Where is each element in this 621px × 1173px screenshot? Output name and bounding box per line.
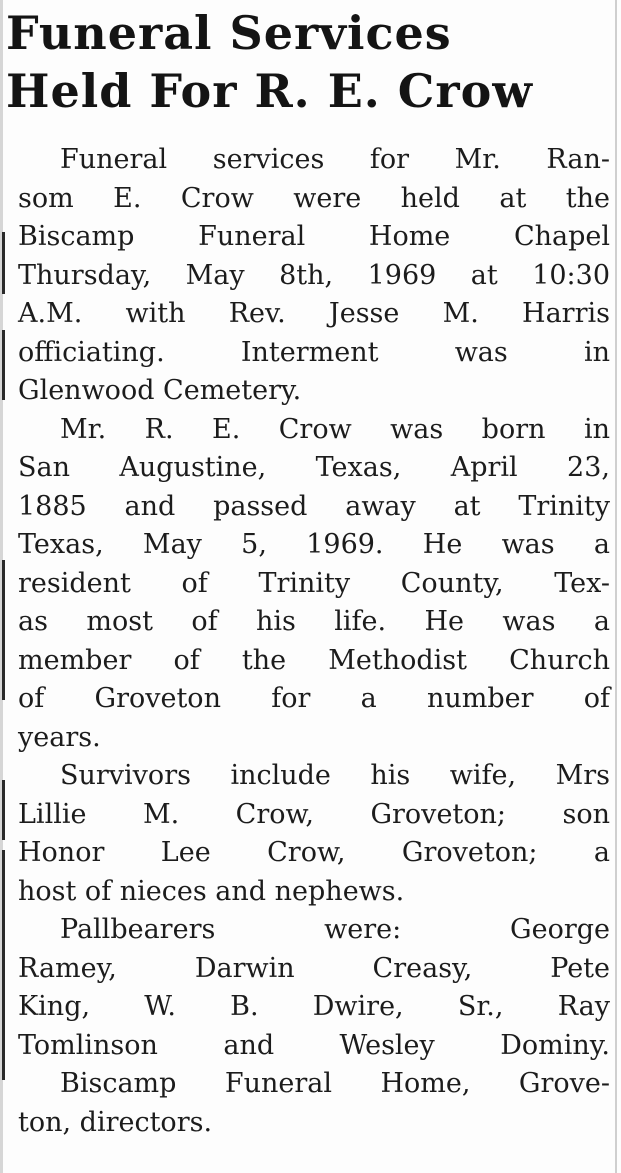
text-line: member of the Methodist Church xyxy=(18,644,610,676)
paragraph-biography xyxy=(18,411,610,758)
clipping-right-edge xyxy=(615,0,617,1173)
article-body xyxy=(18,141,610,1142)
text-line: as most of his life. He was a xyxy=(18,606,610,637)
text-line: Pallbearers were: George xyxy=(60,914,610,945)
headline xyxy=(6,4,533,120)
column-rule-mark xyxy=(2,560,5,700)
text-line: Honor Lee Crow, Groveton; a xyxy=(18,837,610,868)
text-line: ton, directors. xyxy=(18,1106,213,1138)
text-line: A.M. with Rev. Jesse M. Harris xyxy=(18,298,610,329)
text-line: years. xyxy=(18,721,101,753)
paragraph-pallbearers xyxy=(18,911,610,1065)
column-rule-mark xyxy=(2,780,5,840)
text-line: host of nieces and nephews. xyxy=(18,875,405,907)
text-line: Biscamp Funeral Home, Grove- xyxy=(60,1068,610,1099)
column-rule-mark xyxy=(2,330,5,400)
text-line: som E. Crow were held at the xyxy=(18,182,610,214)
text-line: Biscamp Funeral Home Chapel xyxy=(18,221,610,252)
text-line: of Groveton for a number of xyxy=(18,683,610,714)
text-line: San Augustine, Texas, April 23, xyxy=(18,452,610,483)
text-line: King, W. B. Dwire, Sr., Ray xyxy=(18,991,610,1022)
text-line: Mr. R. E. Crow was born in xyxy=(60,413,610,445)
headline-line-2: Held For R. E. Crow xyxy=(6,64,533,118)
text-line: Tomlinson and Wesley Dominy. xyxy=(18,1029,610,1061)
paragraph-services xyxy=(18,141,610,411)
paragraph-survivors xyxy=(18,757,610,911)
text-line: Funeral services for Mr. Ran- xyxy=(60,144,610,175)
text-line: officiating. Interment was in xyxy=(18,336,610,368)
text-line: Texas, May 5, 1969. He was a xyxy=(18,529,610,560)
text-line: Lillie M. Crow, Groveton; son xyxy=(18,798,610,830)
paragraph-directors xyxy=(18,1065,610,1142)
text-line: Glenwood Cemetery. xyxy=(18,375,302,406)
text-line: resident of Trinity County, Tex- xyxy=(18,567,610,599)
text-line: Ramey, Darwin Creasy, Pete xyxy=(18,952,610,984)
text-line: Thursday, May 8th, 1969 at 10:30 xyxy=(18,259,610,291)
text-line: Survivors include his wife, Mrs xyxy=(60,760,610,791)
text-line: 1885 and passed away at Trinity xyxy=(18,490,610,522)
column-rule-mark xyxy=(2,850,5,1080)
headline-line-1: Funeral Services xyxy=(6,6,452,60)
column-rule-mark xyxy=(2,232,5,294)
